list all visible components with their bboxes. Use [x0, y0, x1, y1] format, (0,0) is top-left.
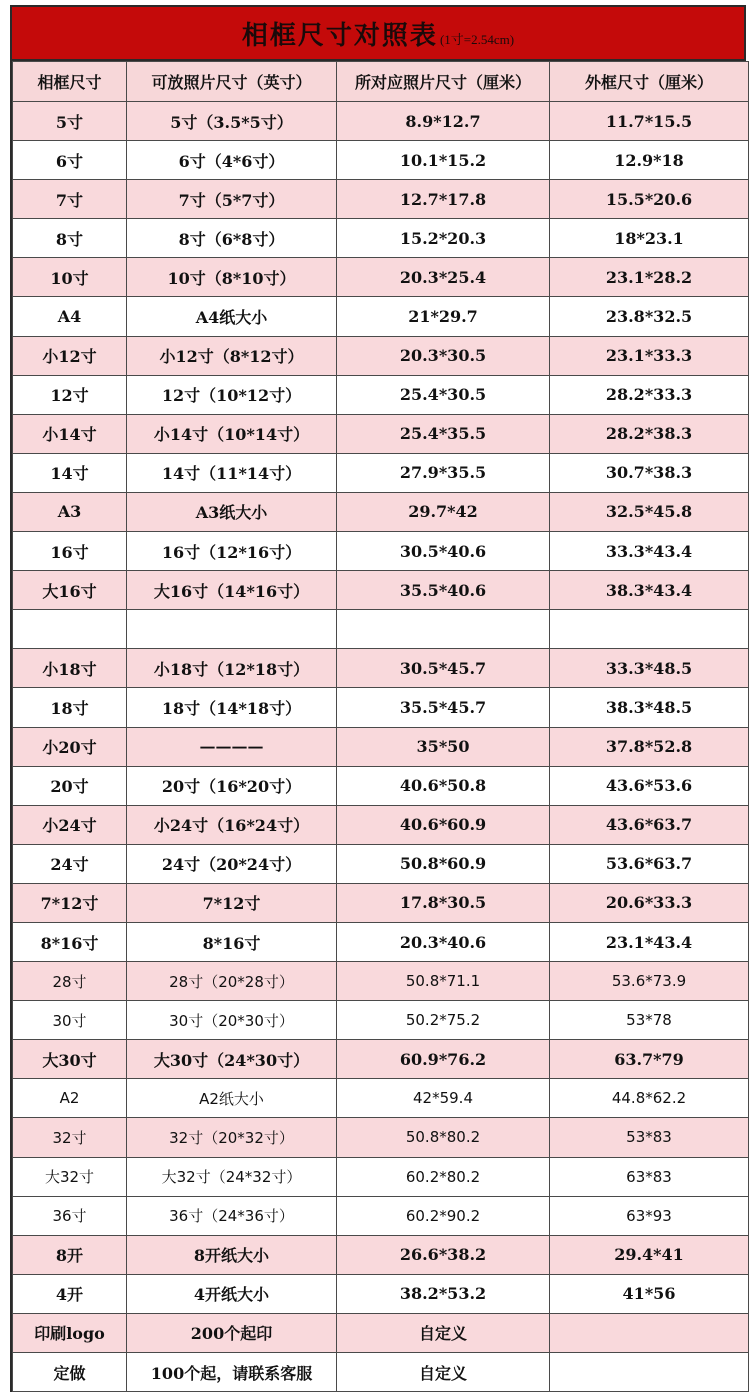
cell-photo-size-inch: 100个起，请联系客服: [127, 1353, 337, 1392]
table-row: [13, 805, 749, 844]
cell-photo-size-cm: 20.3*30.5: [337, 336, 550, 375]
cell-frame-size: 8*16寸: [13, 922, 127, 961]
cell-frame-size: 小20寸: [13, 727, 127, 766]
cell-frame-size: 印刷logo: [13, 1313, 127, 1352]
cell-frame-size: 大30寸: [13, 1040, 127, 1079]
cell-frame-size: 小24寸: [13, 805, 127, 844]
cell-photo-size-inch: 小18寸（12*18寸）: [127, 649, 337, 688]
title-bar: [12, 7, 744, 61]
table-row: [13, 102, 749, 141]
cell-photo-size-inch: 16寸（12*16寸）: [127, 532, 337, 571]
cell-photo-size-inch: 12寸（10*12寸）: [127, 375, 337, 414]
cell-frame-size: 小14寸: [13, 414, 127, 453]
cell-photo-size-inch: 18寸（14*18寸）: [127, 688, 337, 727]
cell-frame-size: 12寸: [13, 375, 127, 414]
cell-photo-size-cm: 35.5*40.6: [337, 571, 550, 610]
cell-photo-size-cm: [337, 610, 550, 649]
cell-outer-size-cm: 20.6*33.3: [550, 883, 749, 922]
cell-outer-size-cm: [550, 1313, 749, 1352]
table-row: [13, 883, 749, 922]
cell-photo-size-cm: 29.7*42: [337, 492, 550, 531]
cell-outer-size-cm: 15.5*20.6: [550, 180, 749, 219]
cell-photo-size-cm: 50.8*80.2: [337, 1118, 550, 1157]
cell-outer-size-cm: 38.3*48.5: [550, 688, 749, 727]
table-row: [13, 1274, 749, 1313]
cell-photo-size-inch: ————: [127, 727, 337, 766]
cell-photo-size-cm: 20.3*40.6: [337, 922, 550, 961]
cell-photo-size-cm: 15.2*20.3: [337, 219, 550, 258]
table-row: [13, 414, 749, 453]
cell-frame-size: A2: [13, 1079, 127, 1118]
cell-photo-size-inch: 小12寸（8*12寸）: [127, 336, 337, 375]
cell-frame-size: 5寸: [13, 102, 127, 141]
table-row: [13, 727, 749, 766]
table-row: [13, 375, 749, 414]
cell-outer-size-cm: 63.7*79: [550, 1040, 749, 1079]
table-row: [13, 1313, 749, 1352]
header-photo-size-inch: 可放照片尺寸（英寸）: [127, 62, 337, 102]
cell-outer-size-cm: 37.8*52.8: [550, 727, 749, 766]
cell-photo-size-inch: 30寸（20*30寸）: [127, 1001, 337, 1040]
table-row: [13, 1079, 749, 1118]
cell-photo-size-inch: 14寸（11*14寸）: [127, 453, 337, 492]
cell-photo-size-cm: 35.5*45.7: [337, 688, 550, 727]
cell-frame-size: 7寸: [13, 180, 127, 219]
cell-outer-size-cm: 12.9*18: [550, 141, 749, 180]
table-row: [13, 1196, 749, 1235]
table-row: [13, 962, 749, 1001]
cell-photo-size-inch: 20寸（16*20寸）: [127, 766, 337, 805]
cell-photo-size-inch: 小14寸（10*14寸）: [127, 414, 337, 453]
table-body: [13, 102, 749, 1392]
header-outer-size-cm: 外框尺寸（厘米）: [550, 62, 749, 102]
cell-photo-size-inch: 7寸（5*7寸）: [127, 180, 337, 219]
cell-frame-size: A3: [13, 492, 127, 531]
cell-photo-size-cm: 38.2*53.2: [337, 1274, 550, 1313]
cell-frame-size: 24寸: [13, 844, 127, 883]
cell-outer-size-cm: 23.8*32.5: [550, 297, 749, 336]
cell-photo-size-inch: 6寸（4*6寸）: [127, 141, 337, 180]
cell-photo-size-inch: 28寸（20*28寸）: [127, 962, 337, 1001]
cell-photo-size-inch: 7*12寸: [127, 883, 337, 922]
cell-photo-size-cm: 40.6*50.8: [337, 766, 550, 805]
cell-photo-size-inch: A2纸大小: [127, 1079, 337, 1118]
cell-photo-size-inch: 大30寸（24*30寸）: [127, 1040, 337, 1079]
cell-photo-size-inch: A4纸大小: [127, 297, 337, 336]
cell-photo-size-cm: 42*59.4: [337, 1079, 550, 1118]
cell-frame-size: 14寸: [13, 453, 127, 492]
table-row: [13, 688, 749, 727]
size-chart-sheet: [10, 5, 746, 1392]
cell-photo-size-inch: 8*16寸: [127, 922, 337, 961]
cell-photo-size-cm: 50.8*60.9: [337, 844, 550, 883]
cell-outer-size-cm: 28.2*33.3: [550, 375, 749, 414]
cell-photo-size-inch: 32寸（20*32寸）: [127, 1118, 337, 1157]
cell-outer-size-cm: 38.3*43.4: [550, 571, 749, 610]
cell-photo-size-inch: 5寸（3.5*5寸）: [127, 102, 337, 141]
cell-outer-size-cm: 44.8*62.2: [550, 1079, 749, 1118]
cell-photo-size-cm: 35*50: [337, 727, 550, 766]
cell-photo-size-inch: 36寸（24*36寸）: [127, 1196, 337, 1235]
cell-frame-size: 30寸: [13, 1001, 127, 1040]
cell-outer-size-cm: 53*78: [550, 1001, 749, 1040]
cell-outer-size-cm: [550, 1353, 749, 1392]
cell-outer-size-cm: 28.2*38.3: [550, 414, 749, 453]
cell-frame-size: 10寸: [13, 258, 127, 297]
cell-outer-size-cm: 33.3*48.5: [550, 649, 749, 688]
page-title: 相框尺寸对照表: [241, 20, 438, 51]
cell-outer-size-cm: 18*23.1: [550, 219, 749, 258]
cell-frame-size: A4: [13, 297, 127, 336]
cell-frame-size: 大32寸: [13, 1157, 127, 1196]
cell-photo-size-inch: 200个起印: [127, 1313, 337, 1352]
cell-photo-size-inch: 24寸（20*24寸）: [127, 844, 337, 883]
table-row: [13, 258, 749, 297]
cell-frame-size: 18寸: [13, 688, 127, 727]
table-row: [13, 844, 749, 883]
cell-outer-size-cm: 43.6*63.7: [550, 805, 749, 844]
cell-photo-size-cm: 25.4*30.5: [337, 375, 550, 414]
table-row: [13, 180, 749, 219]
cell-photo-size-inch: 8寸（6*8寸）: [127, 219, 337, 258]
cell-photo-size-inch: 8开纸大小: [127, 1235, 337, 1274]
header-photo-size-cm: 所对应照片尺寸（厘米）: [337, 62, 550, 102]
table-row: [13, 453, 749, 492]
cell-outer-size-cm: 23.1*33.3: [550, 336, 749, 375]
cell-frame-size: 4开: [13, 1274, 127, 1313]
table-row: [13, 766, 749, 805]
cell-outer-size-cm: 41*56: [550, 1274, 749, 1313]
cell-photo-size-cm: 自定义: [337, 1353, 550, 1392]
cell-outer-size-cm: 23.1*28.2: [550, 258, 749, 297]
cell-outer-size-cm: 53.6*63.7: [550, 844, 749, 883]
cell-frame-size: 大16寸: [13, 571, 127, 610]
cell-photo-size-cm: 17.8*30.5: [337, 883, 550, 922]
table-row: [13, 492, 749, 531]
table-row: [13, 1157, 749, 1196]
table-row: [13, 1118, 749, 1157]
table-row: [13, 1040, 749, 1079]
cell-outer-size-cm: 43.6*53.6: [550, 766, 749, 805]
table-row: [13, 922, 749, 961]
header-row: [13, 62, 749, 102]
cell-photo-size-cm: 10.1*15.2: [337, 141, 550, 180]
cell-photo-size-cm: 30.5*40.6: [337, 532, 550, 571]
cell-photo-size-inch: 小24寸（16*24寸）: [127, 805, 337, 844]
title-unit-note: (1寸=2.54cm): [439, 31, 515, 47]
cell-photo-size-inch: 10寸（8*10寸）: [127, 258, 337, 297]
cell-frame-size: 定做: [13, 1353, 127, 1392]
cell-frame-size: [13, 610, 127, 649]
cell-photo-size-inch: 大32寸（24*32寸）: [127, 1157, 337, 1196]
cell-outer-size-cm: 29.4*41: [550, 1235, 749, 1274]
table-row: [13, 649, 749, 688]
table-row: [13, 1001, 749, 1040]
cell-photo-size-cm: 20.3*25.4: [337, 258, 550, 297]
cell-photo-size-cm: 26.6*38.2: [337, 1235, 550, 1274]
cell-outer-size-cm: 23.1*43.4: [550, 922, 749, 961]
table-row: [13, 141, 749, 180]
cell-photo-size-cm: 8.9*12.7: [337, 102, 550, 141]
table-row: [13, 297, 749, 336]
cell-frame-size: 小12寸: [13, 336, 127, 375]
cell-photo-size-cm: 自定义: [337, 1313, 550, 1352]
cell-photo-size-cm: 27.9*35.5: [337, 453, 550, 492]
cell-photo-size-cm: 60.9*76.2: [337, 1040, 550, 1079]
cell-photo-size-inch: 4开纸大小: [127, 1274, 337, 1313]
cell-outer-size-cm: 53.6*73.9: [550, 962, 749, 1001]
cell-photo-size-cm: 60.2*90.2: [337, 1196, 550, 1235]
cell-outer-size-cm: 11.7*15.5: [550, 102, 749, 141]
header-frame-size: 相框尺寸: [13, 62, 127, 102]
cell-photo-size-cm: 40.6*60.9: [337, 805, 550, 844]
table-row: [13, 1235, 749, 1274]
cell-photo-size-cm: 21*29.7: [337, 297, 550, 336]
table-row: [13, 532, 749, 571]
size-table: [12, 61, 749, 1392]
table-row: [13, 571, 749, 610]
cell-outer-size-cm: 53*83: [550, 1118, 749, 1157]
cell-outer-size-cm: 63*83: [550, 1157, 749, 1196]
cell-photo-size-inch: [127, 610, 337, 649]
cell-photo-size-cm: 60.2*80.2: [337, 1157, 550, 1196]
table-row: [13, 1353, 749, 1392]
cell-photo-size-cm: 50.8*71.1: [337, 962, 550, 1001]
cell-photo-size-cm: 12.7*17.8: [337, 180, 550, 219]
cell-outer-size-cm: 32.5*45.8: [550, 492, 749, 531]
cell-outer-size-cm: [550, 610, 749, 649]
cell-frame-size: 20寸: [13, 766, 127, 805]
cell-outer-size-cm: 30.7*38.3: [550, 453, 749, 492]
cell-frame-size: 28寸: [13, 962, 127, 1001]
cell-photo-size-cm: 50.2*75.2: [337, 1001, 550, 1040]
table-row: [13, 336, 749, 375]
cell-frame-size: 16寸: [13, 532, 127, 571]
cell-photo-size-inch: 大16寸（14*16寸）: [127, 571, 337, 610]
cell-outer-size-cm: 33.3*43.4: [550, 532, 749, 571]
cell-frame-size: 32寸: [13, 1118, 127, 1157]
cell-frame-size: 8开: [13, 1235, 127, 1274]
cell-outer-size-cm: 63*93: [550, 1196, 749, 1235]
cell-frame-size: 7*12寸: [13, 883, 127, 922]
cell-photo-size-inch: A3纸大小: [127, 492, 337, 531]
cell-photo-size-cm: 25.4*35.5: [337, 414, 550, 453]
cell-frame-size: 小18寸: [13, 649, 127, 688]
cell-frame-size: 8寸: [13, 219, 127, 258]
table-row: [13, 219, 749, 258]
table-row: [13, 610, 749, 649]
cell-frame-size: 36寸: [13, 1196, 127, 1235]
cell-frame-size: 6寸: [13, 141, 127, 180]
cell-photo-size-cm: 30.5*45.7: [337, 649, 550, 688]
